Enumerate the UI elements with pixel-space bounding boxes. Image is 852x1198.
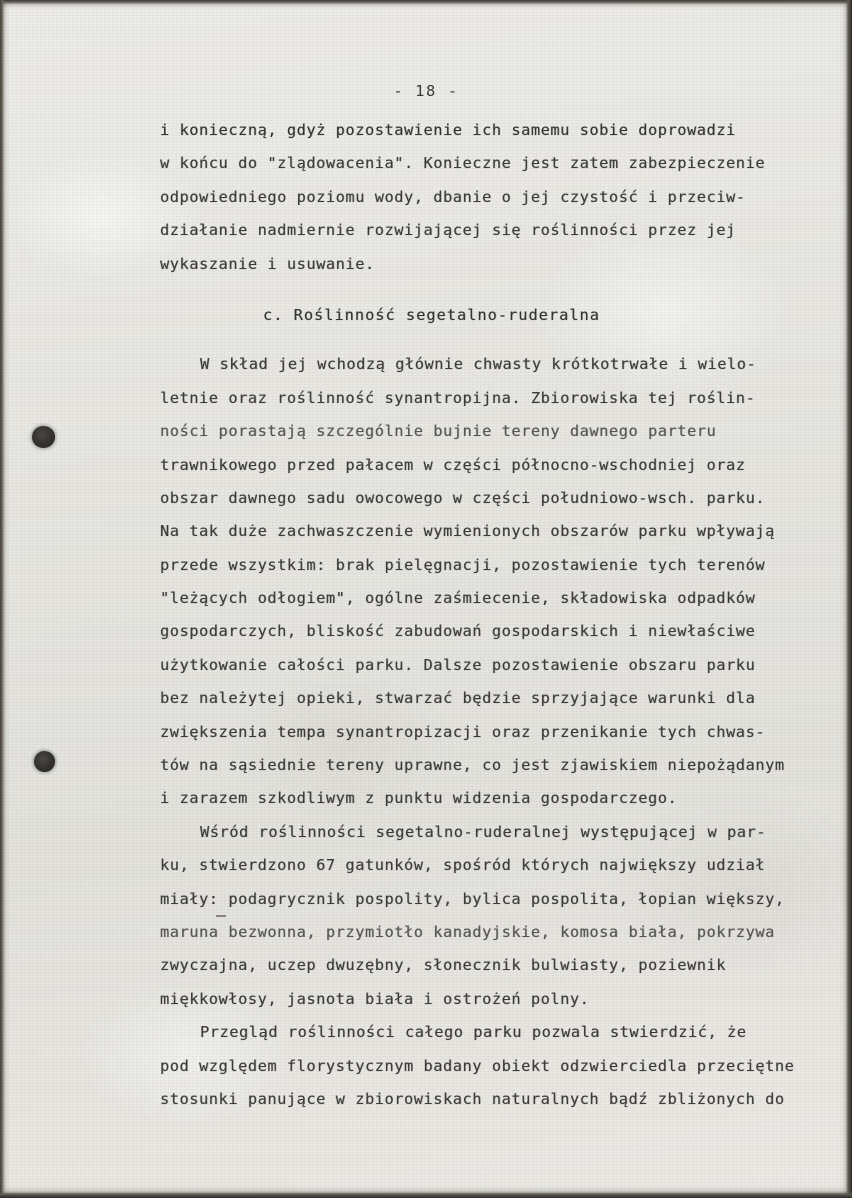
text-line: "leżących odłogiem", ogólne zaśmiecenie, składowiska odpadków bbox=[160, 589, 756, 608]
text-line: Na tak duże zachwaszczenie wymienionych obszarów parku wpływają bbox=[160, 522, 775, 541]
typed-text-body bbox=[160, 114, 820, 1116]
text-line: stosunki panujące w zbiorowiskach naturalnych bądź zbliżonych do bbox=[160, 1089, 785, 1108]
text-line: wykaszanie i usuwanie. bbox=[160, 254, 375, 273]
text-line: przede wszystkim: brak pielęgnacji, pozostawienie tych terenów bbox=[160, 555, 766, 574]
blank-line bbox=[160, 281, 820, 299]
text-line: użytkowanie całości parku. Dalsze pozostawienie obszaru parku bbox=[160, 655, 756, 674]
text-line: ku, stwierdzono 67 gatunków, spośród których największy udział bbox=[160, 856, 766, 875]
text-line: Przegląd roślinności całego parku pozwala stwierdzić, że bbox=[200, 1023, 747, 1042]
text-line: zwiększenia tempa synantropizacji oraz przenikanie tych chwas- bbox=[160, 722, 766, 741]
page-number: - 18 - bbox=[393, 82, 459, 100]
text-line: działanie nadmiernie rozwijającej się roślinności przez jej bbox=[160, 221, 736, 240]
blank-line bbox=[160, 332, 820, 348]
text-line: miękkowłosy, jasnota biała i ostrożeń polny. bbox=[160, 989, 590, 1008]
text-line: ności porastają szczególnie bujnie tereny dawnego parteru bbox=[160, 422, 717, 441]
text-line: i zarazem szkodliwym z punktu widzenia gospodarczego. bbox=[160, 789, 678, 808]
text-line: obszar dawnego sadu owocowego w części południowo-wsch. parku. bbox=[160, 488, 766, 507]
scan-edge-top bbox=[0, 0, 852, 4]
text-line: letnie oraz roślinność synantropijna. Zbiorowiska tej roślin- bbox=[160, 388, 756, 407]
scan-edge-right bbox=[846, 0, 852, 1198]
section-heading: c. Roślinność segetalno-ruderalna bbox=[263, 305, 600, 324]
text-line: maruna bezwonna, przymiotło kanadyjskie, komosa biała, pokrzywa bbox=[160, 922, 775, 941]
text-line: gospodarczych, bliskość zabudowań gospodarskich i niewłaściwe bbox=[160, 622, 756, 641]
text-line: pod względem florystycznym badany obiekt odzwierciedla przeciętne bbox=[160, 1056, 795, 1075]
text-line: Wśród roślinności segetalno-ruderalnej występującej w par- bbox=[200, 822, 767, 841]
ink-punch-mark-lower bbox=[34, 751, 55, 772]
text-line: i konieczną, gdyż pozostawienie ich samemu sobie doprowadzi bbox=[160, 121, 736, 139]
text-line: miały: podagrycznik pospolity, bylica pospolita, łopian większy, bbox=[160, 889, 785, 908]
ink-punch-mark-upper bbox=[32, 426, 55, 448]
scan-edge-left bbox=[0, 0, 4, 1198]
text-line: zwyczajna, uczep dwuzębny, słonecznik bulwiasty, poziewnik bbox=[160, 956, 727, 975]
text-line: odpowiedniego poziomu wody, dbanie o jej czystość i przeciw- bbox=[160, 187, 746, 206]
text-line: bez należytej opieki, stwarzać będzie sprzyjające warunki dla bbox=[160, 689, 756, 708]
text-line: w końcu do "zlądowacenia". Konieczne jest zatem zabezpieczenie bbox=[160, 154, 766, 173]
text-line: trawnikowego przed pałacem w części północno-wschodniej oraz bbox=[160, 455, 746, 474]
scan-edge-bottom bbox=[0, 1192, 852, 1198]
text-line: W skład jej wchodzą głównie chwasty krótkotrwałe i wielo- bbox=[200, 355, 757, 374]
text-line: tów na sąsiednie tereny uprawne, co jest zjawiskiem niepożądanym bbox=[160, 756, 785, 775]
